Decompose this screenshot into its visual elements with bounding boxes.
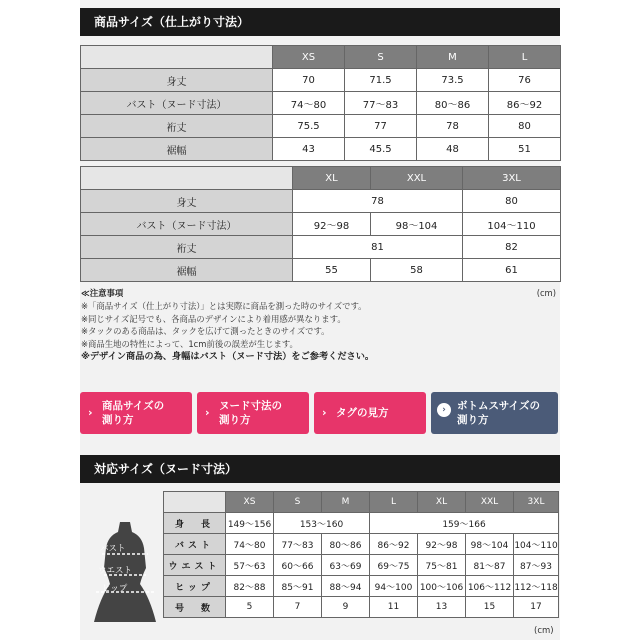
size-header: L (489, 46, 561, 69)
table-cell: 5 (226, 597, 274, 618)
corner-cell (81, 46, 273, 69)
bust-label: バスト (100, 544, 126, 554)
table-cell: 7 (274, 597, 322, 618)
table-row (81, 92, 561, 115)
size-header: XL (293, 167, 371, 190)
chevron-right-icon: › (322, 406, 327, 419)
body-figure (84, 518, 166, 630)
table-cell: 78 (417, 115, 489, 138)
waist-label: ウエスト (98, 566, 133, 576)
size-header: S (345, 46, 417, 69)
note-item: ※タックのある商品は、タックを広げて測ったときのサイズです。 (81, 326, 330, 337)
table-row (81, 213, 561, 236)
table-cell: 57〜63 (226, 555, 274, 576)
table-cell: 100〜106 (418, 576, 466, 597)
table-cell: 81〜87 (466, 555, 514, 576)
table-row (164, 597, 559, 618)
size-header: XXL (371, 167, 463, 190)
button-label-line2: 測り方 (219, 414, 251, 426)
product-size-header (80, 8, 560, 36)
button-label-line1: ヌード寸法の (219, 400, 282, 412)
body-size-header (80, 455, 560, 483)
size-header: S (274, 492, 322, 513)
bottoms-size-button[interactable] (431, 392, 558, 434)
chevron-right-icon: › (437, 403, 451, 417)
row-label: 身丈 (81, 69, 273, 92)
table-cell: 75.5 (273, 115, 345, 138)
button-label-line1: タグの見方 (336, 407, 389, 419)
table-cell: 71.5 (345, 69, 417, 92)
table-cell: 77〜83 (345, 92, 417, 115)
note-item: ※「商品サイズ（仕上がり寸法）」とは実際に商品を測った時のサイズです。 (81, 300, 367, 311)
row-label: ヒップ (164, 576, 226, 597)
table-cell: 43 (273, 138, 345, 161)
table-cell: 86〜92 (370, 534, 418, 555)
table-cell: 85〜91 (274, 576, 322, 597)
table-cell: 104〜110 (514, 534, 559, 555)
unit-label-2: (cm) (534, 626, 554, 636)
table-header-row (164, 492, 559, 513)
table-cell: 92〜98 (418, 534, 466, 555)
table-row (81, 138, 561, 161)
table-cell: 60〜66 (274, 555, 322, 576)
merged-cell: 153〜160 (274, 513, 370, 534)
table-cell: 104〜110 (463, 213, 561, 236)
table-cell: 11 (370, 597, 418, 618)
table-row (81, 236, 561, 259)
row-label: 身丈 (81, 190, 293, 213)
button-label-line2: 測り方 (457, 414, 489, 426)
table-cell: 149〜156 (226, 513, 274, 534)
table-header-row (81, 167, 561, 190)
body-size-title: 対応サイズ（ヌード寸法） (94, 462, 238, 476)
table-cell: 75〜81 (418, 555, 466, 576)
row-label: バスト（ヌード寸法） (81, 92, 273, 115)
table-row (81, 69, 561, 92)
measure-product-size-button[interactable] (80, 392, 192, 434)
notes-heading: ≪注意事項 (81, 288, 124, 298)
size-header: XL (418, 492, 466, 513)
table-header-row (81, 46, 561, 69)
table-row (164, 555, 559, 576)
row-label: 裾幅 (81, 138, 273, 161)
table-cell: 92〜98 (293, 213, 371, 236)
button-label-line1: 商品サイズの (102, 400, 165, 412)
measure-nude-size-button[interactable] (197, 392, 309, 434)
table-cell: 58 (371, 259, 463, 282)
table-cell: 61 (463, 259, 561, 282)
table-cell: 87〜93 (514, 555, 559, 576)
note-item: ※商品生地の特性によって、1cm前後の誤差が生じます。 (81, 339, 298, 350)
table-cell: 73.5 (417, 69, 489, 92)
row-label: 裄丈 (81, 236, 293, 259)
table-row (164, 513, 559, 534)
table-cell: 86〜92 (489, 92, 561, 115)
product-size-table-2 (80, 166, 561, 282)
table-cell: 48 (417, 138, 489, 161)
note-item: ※同じサイズ記号でも、各商品のデザインにより着用感が異なります。 (81, 313, 346, 324)
table-cell: 74〜80 (226, 534, 274, 555)
table-cell: 80〜86 (417, 92, 489, 115)
table-cell: 98〜104 (371, 213, 463, 236)
table-cell: 88〜94 (322, 576, 370, 597)
table-row (81, 190, 561, 213)
table-cell: 76 (489, 69, 561, 92)
row-label: 裄丈 (81, 115, 273, 138)
table-cell: 69〜75 (370, 555, 418, 576)
table-cell: 70 (273, 69, 345, 92)
table-cell: 77〜83 (274, 534, 322, 555)
unit-label: (cm) (536, 288, 556, 298)
size-header: 3XL (463, 167, 561, 190)
chevron-right-icon: › (205, 406, 210, 419)
size-header: XS (273, 46, 345, 69)
table-cell: 80〜86 (322, 534, 370, 555)
table-cell: 98〜104 (466, 534, 514, 555)
table-cell: 9 (322, 597, 370, 618)
table-row (81, 115, 561, 138)
body-size-table (163, 491, 559, 618)
row-label: ウエスト (164, 555, 226, 576)
table-cell: 80 (463, 190, 561, 213)
table-cell: 17 (514, 597, 559, 618)
merged-cell: 78 (293, 190, 463, 213)
table-cell: 82〜88 (226, 576, 274, 597)
table-row (164, 534, 559, 555)
merged-cell: 159〜166 (370, 513, 559, 534)
table-cell: 112〜118 (514, 576, 559, 597)
table-cell: 94〜100 (370, 576, 418, 597)
table-row (81, 259, 561, 282)
size-header: XS (226, 492, 274, 513)
row-label: 裾幅 (81, 259, 293, 282)
product-size-table-1 (80, 45, 561, 161)
table-cell: 80 (489, 115, 561, 138)
table-cell: 82 (463, 236, 561, 259)
note-emphasis: ※デザイン商品の為、身幅はバスト（ヌード寸法）をご参考ください。 (81, 350, 375, 362)
row-label: 号 数 (164, 597, 226, 618)
table-cell: 15 (466, 597, 514, 618)
table-cell: 77 (345, 115, 417, 138)
tag-guide-button[interactable] (314, 392, 426, 434)
size-header: L (370, 492, 418, 513)
table-cell: 74〜80 (273, 92, 345, 115)
size-header: 3XL (514, 492, 559, 513)
row-label: バスト (164, 534, 226, 555)
row-label: 身 長 (164, 513, 226, 534)
merged-cell: 81 (293, 236, 463, 259)
table-cell: 13 (418, 597, 466, 618)
table-cell: 106〜112 (466, 576, 514, 597)
table-row (164, 576, 559, 597)
notes-section (81, 287, 556, 364)
chevron-right-icon: › (88, 406, 93, 419)
table-cell: 45.5 (345, 138, 417, 161)
corner-cell (81, 167, 293, 190)
button-label-line1: ボトムスサイズの (457, 400, 540, 412)
button-label-line2: 測り方 (102, 414, 134, 426)
table-cell: 63〜69 (322, 555, 370, 576)
product-size-title: 商品サイズ（仕上がり寸法） (94, 15, 250, 29)
table-cell: 51 (489, 138, 561, 161)
table-cell: 55 (293, 259, 371, 282)
size-header: XXL (466, 492, 514, 513)
hip-label: ヒップ (102, 584, 128, 594)
row-label: バスト（ヌード寸法） (81, 213, 293, 236)
corner-cell (164, 492, 226, 513)
size-header: M (322, 492, 370, 513)
size-header: M (417, 46, 489, 69)
